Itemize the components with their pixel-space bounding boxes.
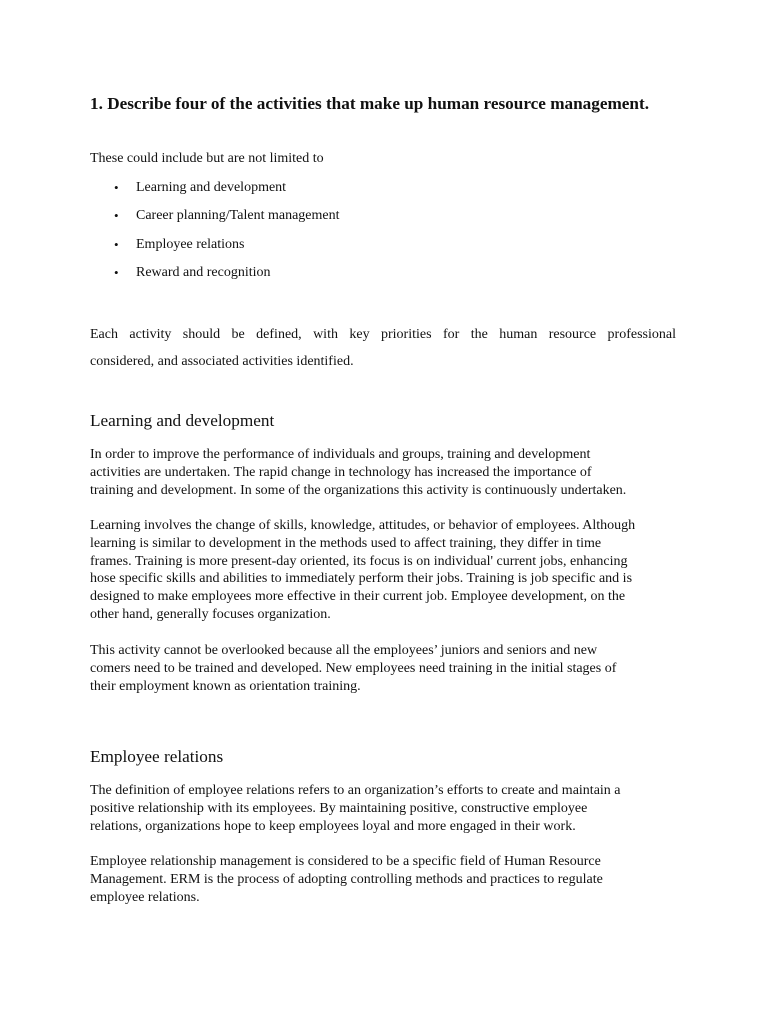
question-title: 1. Describe four of the activities that make up human resource management.: [90, 94, 650, 113]
instruction-line: Each activity should be defined, with key priorities for the human resource professional: [90, 327, 676, 342]
text-line: The definition of employee relations refers to an organization’s efforts to create and maintain a: [90, 783, 621, 798]
text-line: activities are undertaken. The rapid change in technology has increased the importance of: [90, 464, 592, 480]
text-line: comers need to be trained and developed. New employees need training in the initial stages of: [90, 660, 617, 676]
text-line: Management. ERM is the process of adopting controlling methods and practices to regulate: [90, 871, 603, 887]
text-line: training and development. In some of the organizations this activity is continuously undertaken.: [90, 482, 627, 498]
bullet-icon: •: [114, 180, 119, 195]
intro-text: These could include but are not limited to: [90, 151, 324, 166]
text-line: Learning involves the change of skills, knowledge, attitudes, or behavior of employees. Although: [90, 518, 636, 533]
text-line: their employment known as orientation training.: [90, 678, 361, 694]
text-line: designed to make employees more effective in their current job. Employee development, on the: [90, 589, 626, 605]
instruction-line: considered, and associated activities identified.: [90, 354, 354, 369]
bullet-icon: •: [114, 237, 119, 252]
bullet-icon: •: [114, 208, 119, 223]
text-line: hose specific skills and abilities to immediately perform their jobs. Training is job specific and is: [90, 571, 633, 587]
paragraph: [90, 853, 690, 906]
text-line: other hand, generally focuses organization.: [90, 606, 331, 622]
text-line: This activity cannot be overlooked because all the employees’ juniors and seniors and new: [90, 643, 598, 658]
list-item: [0, 208, 500, 228]
paragraph: [90, 782, 690, 835]
bullet-icon: •: [114, 265, 119, 280]
list-item: [0, 237, 500, 257]
list-item-text: Reward and recognition: [136, 265, 271, 280]
paragraph: [90, 642, 690, 695]
text-line: frames. Training is more present-day oriented, its focus is on individual' current jobs, enhancing: [90, 553, 628, 569]
list-item-text: Career planning/Talent management: [136, 208, 340, 223]
list-item: [0, 265, 500, 285]
list-item-text: Employee relations: [136, 237, 245, 252]
text-line: positive relationship with its employees. By maintaining positive, constructive employee: [90, 800, 588, 816]
list-item-text: Learning and development: [136, 180, 287, 195]
text-line: Employee relationship management is considered to be a specific field of Human Resource: [90, 854, 601, 869]
paragraph: [90, 517, 690, 624]
list-item: [0, 180, 500, 200]
text-line: relations, organizations hope to keep employees loyal and more engaged in their work.: [90, 818, 576, 834]
text-line: In order to improve the performance of individuals and groups, training and development: [90, 447, 591, 462]
paragraph: [90, 446, 690, 499]
text-line: learning is similar to development in the methods used to affect training, they differ in time: [90, 535, 602, 551]
text-line: employee relations.: [90, 889, 200, 905]
section-heading-employee-relations: Employee relations: [90, 747, 224, 766]
section-heading-learning: Learning and development: [90, 411, 275, 430]
